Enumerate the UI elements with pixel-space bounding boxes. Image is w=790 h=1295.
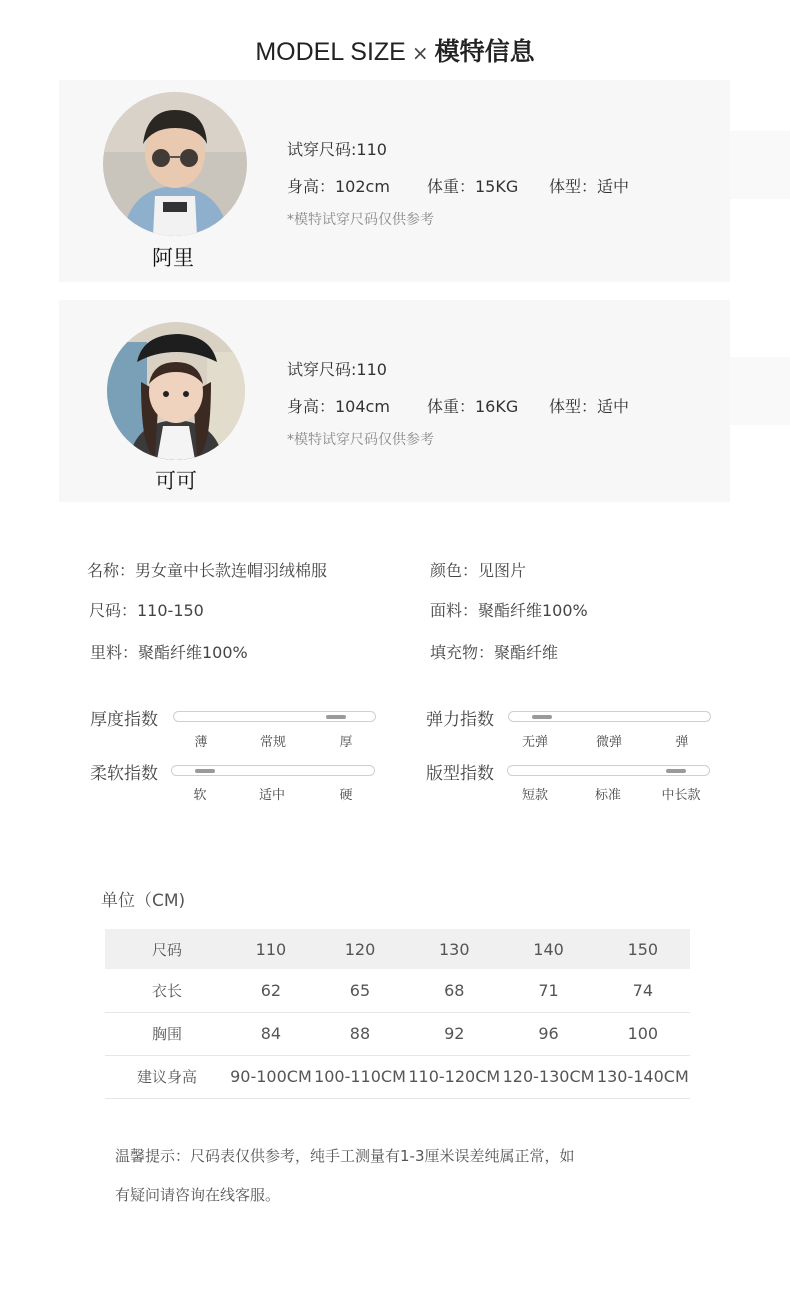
model-weight: 体重：15KG [427, 177, 519, 196]
title-chinese: 模特信息 [434, 37, 535, 66]
model-name: 阿里 [152, 246, 194, 270]
table-cell: 96 [538, 1024, 559, 1043]
model-avatar-boy [103, 92, 247, 236]
model-height: 身高：102cm [287, 177, 390, 196]
spec-name: 名称：男女童中长款连帽羽绒棉服 [87, 561, 328, 580]
index-marker [195, 769, 215, 773]
index-track-thickness [173, 711, 376, 722]
table-header-cell: 130 [438, 939, 470, 959]
index-tick: 短款 [521, 788, 549, 803]
index-label-fit: 版型指数 [426, 764, 494, 784]
model-body-type: 体型：适中 [549, 397, 630, 416]
table-cell: 100-110CM [314, 1067, 406, 1086]
section-title [0, 32, 790, 68]
title-english: MODEL SIZE [255, 38, 406, 66]
table-cell: 65 [349, 980, 371, 1000]
table-cell: 130-140CM [596, 1067, 689, 1086]
table-header-cell: 尺码 [151, 940, 182, 959]
table-cell: 100 [627, 1024, 659, 1043]
table-header-row [105, 929, 690, 969]
table-cell: 衣长 [151, 981, 182, 1000]
index-track-softness [171, 765, 375, 776]
table-cell: 68 [444, 980, 465, 1000]
table-cell: 88 [349, 1024, 371, 1043]
size-table [105, 929, 690, 1099]
model-name: 可可 [155, 469, 197, 493]
side-tab [730, 131, 790, 199]
index-tick: 适中 [258, 788, 286, 803]
index-tick: 弹 [675, 735, 689, 750]
model-note: *模特试穿尺码仅供参考 [287, 212, 434, 228]
spec-size: 尺码：110-150 [89, 601, 204, 620]
spec-lining: 里料：聚酯纤维100% [90, 643, 248, 662]
table-cell: 84 [260, 1024, 282, 1043]
table-cell: 71 [538, 980, 559, 1000]
model-note: *模特试穿尺码仅供参考 [287, 432, 434, 448]
model-height: 身高：104cm [287, 397, 390, 416]
spec-fabric: 面料：聚酯纤维100% [430, 601, 588, 620]
table-cell: 90-100CM [230, 1067, 312, 1086]
size-unit: 单位（CM) [101, 891, 186, 911]
table-cell: 92 [444, 1024, 465, 1043]
index-marker [666, 769, 686, 773]
table-cell: 110-120CM [408, 1067, 501, 1086]
table-cell: 62 [260, 980, 282, 1000]
index-tick: 硬 [339, 788, 353, 803]
table-cell: 74 [632, 980, 654, 1000]
model-measurements [287, 394, 629, 417]
title-separator: × [411, 41, 429, 65]
model-card-1 [59, 80, 730, 282]
table-header-cell: 110 [255, 939, 287, 959]
index-tick: 无弹 [521, 735, 549, 750]
index-track-elasticity [508, 711, 711, 722]
spec-filling: 填充物：聚酯纤维 [430, 643, 559, 662]
index-tick: 微弹 [595, 735, 623, 750]
table-row [105, 1055, 690, 1098]
index-track-fit [507, 765, 710, 776]
index-tick: 厚 [339, 735, 353, 750]
table-header-cell: 140 [533, 939, 564, 959]
table-header-cell: 150 [627, 939, 659, 959]
model-body-type: 体型：适中 [549, 177, 630, 196]
tip-line-2: 有疑问请咨询在线客服。 [115, 1186, 281, 1204]
index-tick: 标准 [594, 788, 622, 803]
model-try-size: 试穿尺码:110 [287, 360, 387, 379]
index-tick: 软 [193, 788, 207, 803]
tip-line-1: 温馨提示：尺码表仅供参考，纯手工测量有1-3厘米误差纯属正常，如 [115, 1147, 575, 1165]
table-row [105, 1012, 690, 1055]
index-tick: 薄 [194, 735, 208, 750]
side-tab [730, 357, 790, 425]
index-label-softness: 柔软指数 [90, 764, 158, 784]
index-marker [532, 715, 552, 719]
table-cell: 胸围 [151, 1025, 182, 1043]
table-cell: 120-130CM [502, 1067, 595, 1086]
index-label-elasticity: 弹力指数 [426, 710, 494, 730]
index-marker [326, 715, 346, 719]
index-label-thickness: 厚度指数 [90, 710, 158, 730]
model-weight: 体重：16KG [427, 397, 519, 416]
model-measurements [287, 174, 629, 197]
index-tick: 中长款 [661, 788, 701, 803]
index-tick: 常规 [259, 735, 287, 750]
table-header-cell: 120 [344, 939, 376, 959]
model-avatar-girl [107, 322, 245, 460]
model-try-size: 试穿尺码:110 [287, 140, 387, 159]
table-row [105, 969, 690, 1012]
spec-color: 颜色：见图片 [430, 561, 527, 580]
table-cell: 建议身高 [136, 1068, 197, 1086]
model-card-2 [59, 300, 730, 502]
